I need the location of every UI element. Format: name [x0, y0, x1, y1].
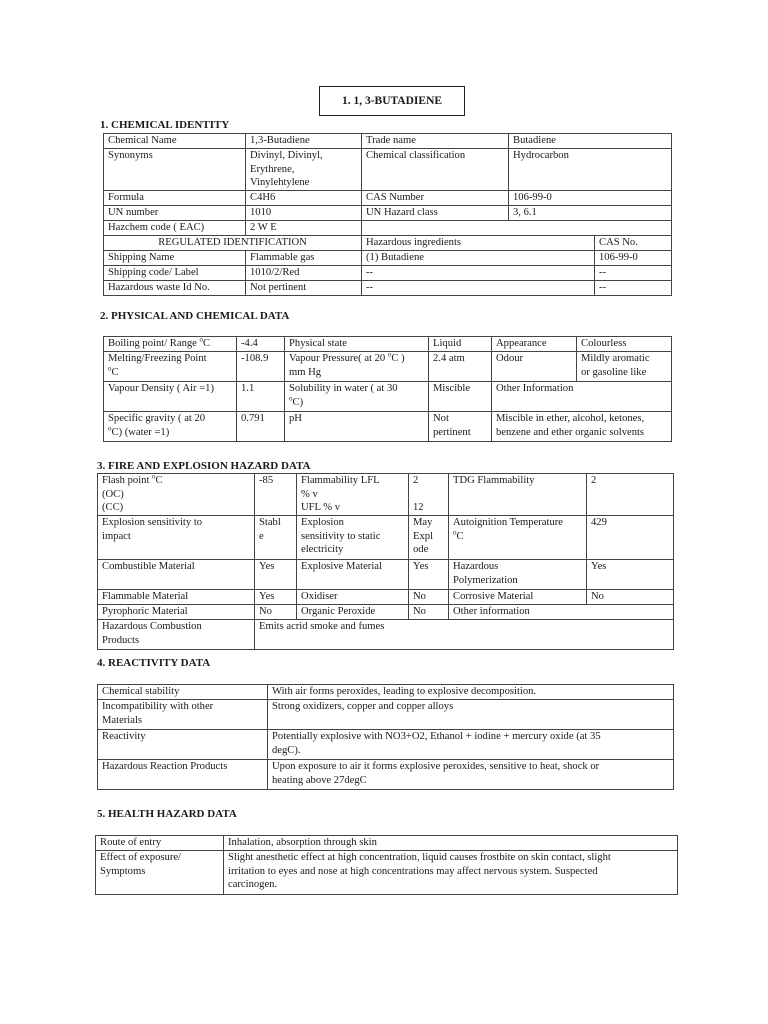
cell: Hazardous Polymerization [449, 560, 587, 590]
cell: 106-99-0 [509, 191, 672, 206]
cell: Flammable Material [98, 590, 255, 605]
section-2-heading: 2. PHYSICAL AND CHEMICAL DATA [100, 310, 290, 322]
cell: -85 [255, 474, 297, 516]
cell: CAS Number [362, 191, 509, 206]
cell: Specific gravity ( at 20 $^o$C) (water =1) [104, 412, 237, 442]
cell: Organic Peroxide [297, 605, 409, 620]
cell: Yes [255, 590, 297, 605]
cell: 2 W E [246, 221, 362, 236]
physical-data-table [103, 336, 672, 442]
cell: Yes [255, 560, 297, 590]
cell: Hazardous waste Id No. [104, 281, 246, 296]
reactivity-table [97, 684, 674, 790]
cell: 429 [587, 516, 674, 560]
cell: Mildly aromatic or gasoline like [577, 352, 672, 382]
cell [362, 221, 672, 236]
cell: Chemical classification [362, 149, 509, 191]
cell: Upon exposure to air it forms explosive peroxides, sensitive to heat, shock or heating above 27degC [268, 760, 674, 790]
cell: No [255, 605, 297, 620]
cell: Other Information [492, 382, 672, 412]
cell: Yes [587, 560, 674, 590]
cell: Solubility in water ( at 30 $^o$C) [285, 382, 429, 412]
cell: Emits acrid smoke and fumes [255, 620, 674, 650]
cell: 1,3-Butadiene [246, 134, 362, 149]
cell: Autoignition Temperature $^o$C [449, 516, 587, 560]
cell: pH [285, 412, 429, 442]
cell: Strong oxidizers, copper and copper alloys [268, 700, 674, 730]
cell: No [409, 590, 449, 605]
cell: 1010/2/Red [246, 266, 362, 281]
cell: Chemical Name [104, 134, 246, 149]
section-5-heading: 5. HEALTH HAZARD DATA [97, 808, 237, 820]
cell: Pyrophoric Material [98, 605, 255, 620]
cell: Odour [492, 352, 577, 382]
cell: Explosion sensitivity to impact [98, 516, 255, 560]
cell: Chemical stability [98, 685, 268, 700]
cell: Formula [104, 191, 246, 206]
cell: Hazardous ingredients CAS No. [362, 236, 672, 251]
section-4-heading: 4. REACTIVITY DATA [97, 657, 211, 669]
fire-hazard-table [97, 473, 674, 650]
cell: Incompatibility with other Materials [98, 700, 268, 730]
cell: No [587, 590, 674, 605]
cell: Hazardous Combustion Products [98, 620, 255, 650]
cell: 2 12 [409, 474, 449, 516]
cell: Shipping Name [104, 251, 246, 266]
cell: Not pertinent [429, 412, 492, 442]
cell: May Expl ode [409, 516, 449, 560]
cell: Route of entry [96, 836, 224, 851]
cell: Synonyms [104, 149, 246, 191]
cell: (1) Butadiene 106-99-0 [362, 251, 672, 266]
cell: UN number [104, 206, 246, 221]
cell: Stabl e [255, 516, 297, 560]
cell: Hydrocarbon [509, 149, 672, 191]
cell: C4H6 [246, 191, 362, 206]
health-hazard-table [95, 835, 678, 895]
cell: Butadiene [509, 134, 672, 149]
cell: No [409, 605, 449, 620]
cell: Combustible Material [98, 560, 255, 590]
cell: Hazardous Reaction Products [98, 760, 268, 790]
section-1-heading: 1. CHEMICAL IDENTITY [100, 119, 230, 131]
cell: Vapour Pressure( at 20 $^o$C ) mm Hg [285, 352, 429, 382]
cell: Oxidiser [297, 590, 409, 605]
cell: Appearance [492, 337, 577, 352]
cell: Melting/Freezing Point $^o$C [104, 352, 237, 382]
cell: Miscible in ether, alcohol, ketones, benzene and ether organic solvents [492, 412, 672, 442]
cell: 3, 6.1 [509, 206, 672, 221]
chemical-identity-table [103, 133, 672, 296]
cell: Shipping code/ Label [104, 266, 246, 281]
cell: Yes [409, 560, 449, 590]
cell: 2 [587, 474, 674, 516]
cell: Liquid [429, 337, 492, 352]
cell: Corrosive Material [449, 590, 587, 605]
cell: 2.4 atm [429, 352, 492, 382]
section-3-heading: 3. FIRE AND EXPLOSION HAZARD DATA [97, 460, 311, 472]
page-title: 1. 1, 3-BUTADIENE [319, 86, 465, 116]
cell: Trade name [362, 134, 509, 149]
cell: Reactivity [98, 730, 268, 760]
cell: -- -- [362, 281, 672, 296]
cell: 0.791 [237, 412, 285, 442]
cell: Boiling point/ Range $^o$C [104, 337, 237, 352]
cell: Explosion sensitivity to static electricity [297, 516, 409, 560]
cell: Flammability LFL % v UFL % v [297, 474, 409, 516]
cell: Not pertinent [246, 281, 362, 296]
cell: -- -- [362, 266, 672, 281]
cell: Flammable gas [246, 251, 362, 266]
cell: Other information [449, 605, 674, 620]
cell: Potentially explosive with NO3+O2, Ethanol + iodine + mercury oxide (at 35 degC). [268, 730, 674, 760]
cell: Explosive Material [297, 560, 409, 590]
cell: Inhalation, absorption through skin [224, 836, 678, 851]
cell: 1010 [246, 206, 362, 221]
cell: With air forms peroxides, leading to explosive decomposition. [268, 685, 674, 700]
cell: Slight anesthetic effect at high concentration, liquid causes frostbite on skin contact, slight irritation to eyes and nose at high concentrations may affect nervous system. Suspected carcinogen. [224, 851, 678, 895]
cell: 1.1 [237, 382, 285, 412]
cell: TDG Flammability [449, 474, 587, 516]
cell: Miscible [429, 382, 492, 412]
cell: UN Hazard class [362, 206, 509, 221]
cell: Vapour Density ( Air =1) [104, 382, 237, 412]
cell: Colourless [577, 337, 672, 352]
cell: -108.9 [237, 352, 285, 382]
cell: Hazchem code ( EAC) [104, 221, 246, 236]
cell: REGULATED IDENTIFICATION [104, 236, 362, 251]
cell: Effect of exposure/ Symptoms [96, 851, 224, 895]
cell: Flash point $^o$C (OC) (CC) [98, 474, 255, 516]
cell: Divinyl, Divinyl, Erythrene, Vinylehtylene [246, 149, 362, 191]
cell: -4.4 [237, 337, 285, 352]
cell: Physical state [285, 337, 429, 352]
